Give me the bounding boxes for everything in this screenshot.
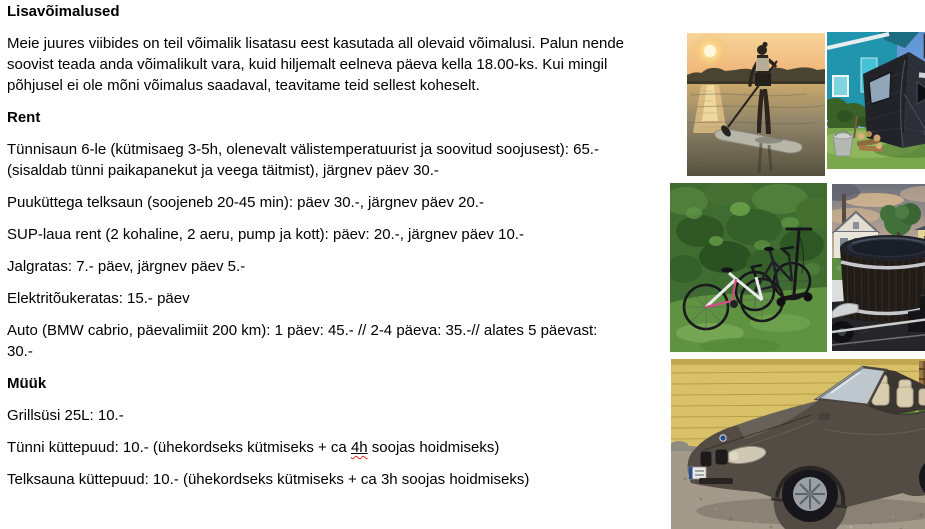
tunni-text-post: soojas hoidmiseks) <box>367 439 500 456</box>
heading-muuk: Müük <box>7 375 47 392</box>
sup-sunset-photo <box>687 33 825 176</box>
tunni-text-pre: Tünni küttepuud: 10.- (ühekordseks kütmiseks + ca <box>7 439 351 456</box>
rent-item-tunnisaun: Tünnisaun 6-le (kütmisaeg 3-5h, olenevalt välistemperatuurist ja soovitud soojusest): 65.- (sisaldab tünni paikapanekut ja veega täitmist), järgnev päev 30.- <box>7 141 599 179</box>
sale-item-telksauna-kuttepuud: Telksauna küttepuud: 10.- (ühekordseks kütmiseks + ca 3h soojas hoidmiseks) <box>7 471 530 488</box>
sale-item-tunni-kuttepuud <box>7 437 627 458</box>
spellcheck-flagged-text: 4h <box>350 439 368 456</box>
hot-tub-photo <box>832 184 925 351</box>
text-column <box>7 1 627 501</box>
bikes-scooter-photo <box>670 183 827 352</box>
tent-sauna-photo <box>827 32 925 169</box>
rent-item-auto: Auto (BMW cabrio, päevalimiit 200 km): 1 päev: 45.- // 2-4 päeva: 35.-// alates 5 päevast: 30.- <box>7 322 598 360</box>
heading-rent: Rent <box>7 109 41 126</box>
sale-item-grillsusi: Grillsüsi 25L: 10.- <box>7 407 124 424</box>
page-title: Lisavõimalused <box>7 3 120 20</box>
intro-paragraph: Meie juures viibides on teil võimalik lisatasu eest kasutada all olevaid võimalusi. Palun nende soovist teada anda võimalikult vara, kuid hiljemalt eelneva päeva kella 18.00-ks. Kui mingil põhjusel ei ole mõni võimalus saadaval, teavitame teid sellest koheselt. <box>7 35 624 94</box>
rent-item-telksaun: Puuküttega telksaun (soojeneb 20-45 min): päev 30.-, järgnev päev 20.- <box>7 194 484 211</box>
bmw-cabrio-photo <box>671 359 925 529</box>
underlined-duration <box>351 439 368 456</box>
rent-item-jalgratas: Jalgratas: 7.- päev, järgnev päev 5.- <box>7 258 246 275</box>
rent-item-elektritoukeratas: Elektritõukeratas: 15.- päev <box>7 290 190 307</box>
rent-item-sup: SUP-laua rent (2 kohaline, 2 aeru, pump ja kott): päev: 20.-, järgnev päev 10.- <box>7 226 524 243</box>
